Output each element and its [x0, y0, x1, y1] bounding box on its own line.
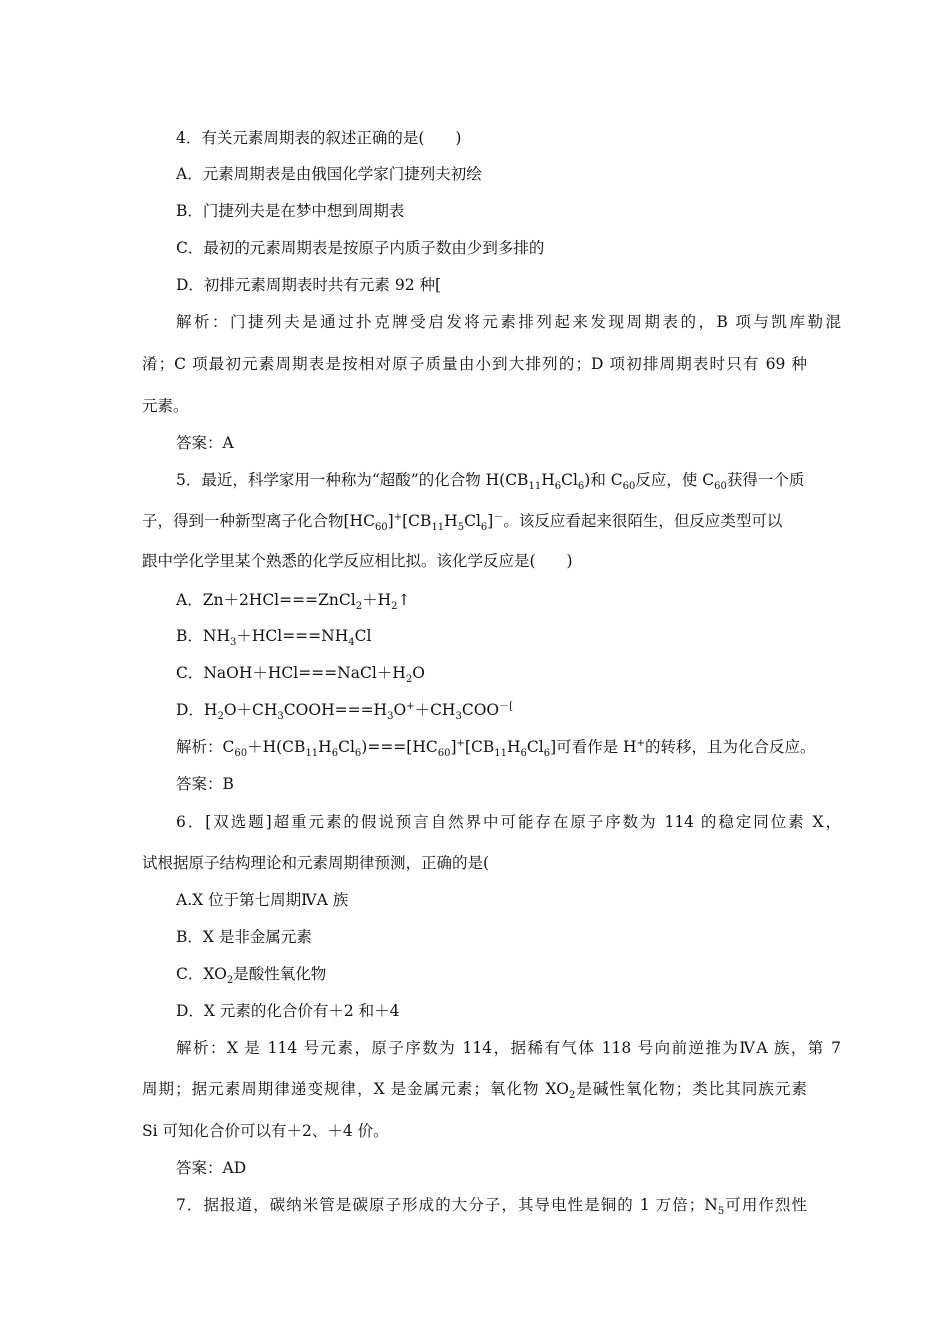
q4-stem: 4．有关元素周期表的叙述正确的是( ): [176, 129, 462, 147]
q4-analysis-line-2: 淆；C 项最初元素周期表是按相对原子质量由小到大排列的；D 项初排周期表时只有 69 种: [142, 355, 807, 373]
q6-option-c: C．$XO_2$是酸性氧化物: [176, 965, 327, 987]
q4-answer: 答案：A: [176, 434, 234, 452]
q7-stem-line-1: 7．据报道，碳纳米管是碳原子形成的大分子，其导电性是铜的 1 万倍；$N_5$可用作烈性: [176, 1196, 807, 1216]
q6-stem-line-2: 试根据原子结构理论和元素周期律预测，正确的是(: [142, 854, 490, 872]
q5-stem-line-1: 5．最近，科学家用一种称为“超酸”的化合物 $H(CB_{11}H_6Cl_6)$和 $C_{60}$反应，使 $C_{60}$获得一个质: [176, 471, 805, 493]
q6-option-b: B．X 是非金属元素: [176, 928, 312, 946]
q5-answer: 答案：B: [176, 775, 234, 793]
q5-option-c: C．$NaOH+HCl===NaCl+H_2O$: [176, 664, 425, 686]
q6-option-d: D．X 元素的化合价有＋2 和＋4: [176, 1002, 400, 1020]
q6-stem-line-1: 6．[双选题]超重元素的假说预言自然界中可能存在原子序数为 114 的稳定同位素 X，: [176, 813, 841, 831]
q6-option-a: A.X 位于第七周期ⅣA 族: [176, 891, 349, 909]
q6-analysis-line-2: 周期；据元素周期律递变规律，X 是金属元素；氧化物 $XO_2$是碱性氧化物；类比其同族元素: [142, 1080, 807, 1100]
q4-option-c: C．最初的元素周期表是按原子内质子数由少到多排的: [176, 239, 545, 257]
q4-option-d: D．初排元素周期表时共有元素 92 种[: [176, 276, 442, 294]
q6-analysis-line-1: 解析：X 是 114 号元素，原子序数为 114，据稀有气体 118 号向前逆推为ⅣA 族，第 7: [176, 1039, 841, 1057]
q6-answer: 答案：AD: [176, 1159, 247, 1177]
q5-stem-line-2: 子，得到一种新型离子化合物$[HC_{60}]^+[CB_{11}H_5Cl_6]^-$。该反应看起来很陌生，但反应类型可以: [142, 511, 783, 534]
q5-analysis: 解析：$C_{60}+H(CB_{11}H_6Cl_6)===[HC_{60}]^+[CB_{11}H_6Cl_6]$可看作是 H+的转移，且为化合反应。: [176, 737, 816, 760]
q5-option-b: B．$NH_3+HCl===NH_4Cl$: [176, 627, 372, 649]
q4-analysis-line-3: 元素。: [142, 397, 189, 415]
q5-option-a: A．$Zn+2HCl===ZnCl_2+H_2↑$: [176, 591, 411, 613]
q4-analysis-line-1: 解析：门捷列夫是通过扑克牌受启发将元素排列起来发现周期表的，B 项与凯库勒混: [176, 313, 841, 331]
q5-stem-line-3: 跟中学化学里某个熟悉的化学反应相比拟。该化学反应是( ): [142, 552, 573, 570]
q6-analysis-line-3: Si 可知化合价可以有＋2、＋4 价。: [142, 1122, 389, 1140]
q4-option-a: A．元素周期表是由俄国化学家门捷列夫初绘: [176, 165, 482, 183]
q5-option-d: D．$H_2O+CH_3COOH===H_3O^++CH_3COO^{-[}$: [176, 700, 514, 723]
q4-option-b: B．门捷列夫是在梦中想到周期表: [176, 202, 405, 220]
